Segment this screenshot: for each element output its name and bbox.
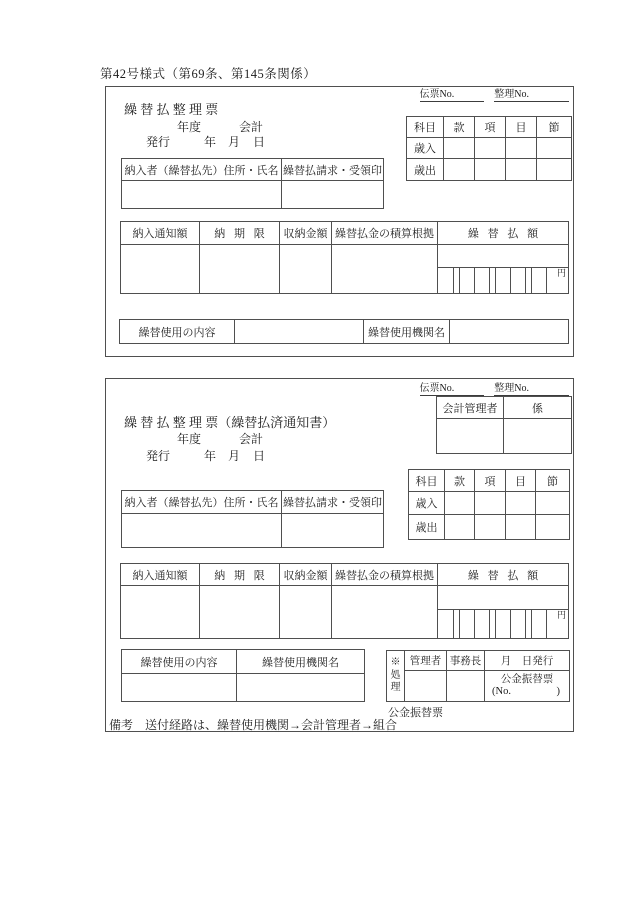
- digit-cell: [438, 610, 453, 638]
- digit-cell: [531, 268, 546, 293]
- empty-cell: [282, 514, 384, 548]
- empty-cell: [475, 515, 506, 540]
- detail-table: [120, 221, 569, 294]
- due-date-header: 納 期 限: [200, 222, 280, 245]
- kamoku-header-row: [407, 117, 572, 138]
- kamoku-header: 節: [537, 117, 572, 138]
- notice-amount-header: 納入通知額: [121, 564, 200, 586]
- fiscal-year-label: 年度: [177, 432, 202, 446]
- detail-header-row: [121, 222, 569, 245]
- payee-table: [121, 158, 384, 209]
- use-agency-label: 繰替使用機関名: [237, 650, 365, 674]
- transfer-slip-line2: [485, 686, 569, 700]
- digit-cell: [531, 610, 546, 638]
- yen-label: 円: [546, 268, 568, 293]
- empty-cell: [444, 138, 475, 159]
- substitute-amount-header: 繰 替 払 額: [438, 564, 569, 586]
- kamoku-header-row: [409, 470, 570, 492]
- digit-grid: [438, 267, 568, 293]
- account-label: 会計: [239, 432, 264, 446]
- amount-blank-area: [438, 245, 568, 267]
- empty-cell: [475, 138, 506, 159]
- payee-name-header: 納入者（繰替払先）住所・氏名: [122, 159, 282, 181]
- detail-body-row: [121, 245, 569, 294]
- empty-cell: [537, 159, 572, 181]
- digit-cell: [474, 268, 489, 293]
- kamoku-header: 款: [444, 117, 475, 138]
- transfer-slip-no-close: ): [556, 686, 560, 698]
- use-agency-label: 繰替使用機関名: [364, 320, 450, 344]
- due-date-header: 納 期 限: [200, 564, 280, 586]
- kamoku-header: 款: [445, 470, 475, 492]
- transfer-slip-no-open: (No.: [492, 686, 511, 698]
- payee-seal-header: 繰替払請求・受領印: [282, 159, 384, 181]
- kamoku-expense-row: [407, 159, 572, 181]
- basis-header: 繰替払金の積算根拠: [332, 564, 438, 586]
- empty-cell: [447, 671, 485, 702]
- ref-no-label: 整理No.: [494, 89, 569, 102]
- empty-cell: [200, 245, 280, 294]
- form-title-main: 繰 替 払 整 理 票: [124, 415, 219, 430]
- month-label: 月: [228, 135, 241, 149]
- form-1: [105, 86, 574, 357]
- payee-header-row: [122, 491, 384, 514]
- kamoku-expense-row: [409, 515, 570, 540]
- fiscal-year-line: [177, 430, 263, 447]
- empty-cell: [437, 419, 504, 454]
- empty-cell: [506, 492, 536, 515]
- payee-header-row: [122, 159, 384, 181]
- empty-cell: [122, 181, 282, 209]
- approval-table: [436, 396, 572, 454]
- form-title-sub: （繰替払済通知書）: [218, 415, 336, 430]
- empty-cell: [536, 515, 570, 540]
- detail-body-row: [121, 586, 569, 639]
- empty-cell: [332, 245, 438, 294]
- account-label: 会計: [239, 120, 264, 134]
- day-label: 日: [253, 135, 266, 149]
- kamoku-header: 項: [475, 117, 506, 138]
- transfer-slip-cell: [485, 671, 570, 702]
- digit-cell: [438, 268, 453, 293]
- row-label: 歳入: [409, 492, 445, 515]
- process-side-label-cell: [387, 651, 405, 702]
- use-content-label: 繰替使用の内容: [122, 650, 237, 674]
- digit-grid: [438, 609, 568, 638]
- empty-cell: [280, 586, 332, 639]
- empty-cell: [475, 492, 506, 515]
- received-amount-header: 収納金額: [280, 222, 332, 245]
- empty-cell: [122, 514, 282, 548]
- kamoku-header: 科目: [407, 117, 444, 138]
- empty-cell: [200, 586, 280, 639]
- day-label: 日: [253, 449, 266, 463]
- slip-number-row: [420, 89, 569, 102]
- page-heading: 第42号様式（第69条、第145条関係）: [100, 67, 317, 81]
- payee-name-header: 納入者（繰替払先）住所・氏名: [122, 491, 282, 514]
- empty-cell: [445, 492, 475, 515]
- approval-header-row: [437, 397, 572, 419]
- empty-cell: [537, 138, 572, 159]
- accounting-manager-header: 会計管理者: [437, 397, 504, 419]
- slip-no-label: 伝票No.: [420, 89, 485, 102]
- issue-label: 発行: [146, 135, 171, 149]
- payee-seal-header: 繰替払請求・受領印: [282, 491, 384, 514]
- slip-number-row: [420, 383, 569, 396]
- issue-date-header: 月 日発行: [485, 651, 570, 671]
- empty-cell: [332, 586, 438, 639]
- empty-cell: [405, 671, 447, 702]
- issue-date-line: [146, 447, 265, 464]
- manager-header: 管理者: [405, 651, 447, 671]
- process-table: [386, 650, 570, 702]
- digit-cell: [474, 610, 489, 638]
- process-body-row: [387, 671, 570, 702]
- form-title: [124, 412, 335, 431]
- month-label: 月: [228, 449, 241, 463]
- substitute-amount-header: 繰 替 払 額: [438, 222, 569, 245]
- transfer-slip-line1: 公金振替票: [500, 674, 554, 686]
- year-label: 年: [204, 135, 217, 149]
- empty-cell: [536, 492, 570, 515]
- empty-cell: [506, 515, 536, 540]
- amount-blank-area: [438, 586, 568, 609]
- clerk-header: 係: [504, 397, 572, 419]
- ref-no-label: 整理No.: [494, 383, 569, 396]
- digit-cell: [459, 610, 474, 638]
- empty-cell: [122, 674, 237, 702]
- digit-cell: [459, 268, 474, 293]
- payee-body-row: [122, 181, 384, 209]
- empty-cell: [237, 674, 365, 702]
- office-chief-header: 事務長: [447, 651, 485, 671]
- process-side-label: ※処理: [390, 657, 401, 694]
- empty-cell: [445, 515, 475, 540]
- process-header-row: [387, 651, 570, 671]
- year-label: 年: [204, 449, 217, 463]
- detail-header-row: [121, 564, 569, 586]
- kamoku-header: 目: [506, 470, 536, 492]
- use-row: [120, 320, 569, 344]
- approval-body-row: [437, 419, 572, 454]
- form-title: 繰 替 払 整 理 票: [124, 102, 219, 117]
- use-table: [119, 319, 569, 344]
- use-content-label: 繰替使用の内容: [120, 320, 235, 344]
- kamoku-revenue-row: [409, 492, 570, 515]
- payee-table: [121, 490, 384, 548]
- slip-no-label: 伝票No.: [420, 383, 485, 396]
- row-label: 歳入: [407, 138, 444, 159]
- issue-date-line: [146, 133, 265, 150]
- empty-cell: [280, 245, 332, 294]
- amount-entry-cell: [438, 245, 569, 294]
- empty-cell: [504, 419, 572, 454]
- form-2: [105, 378, 574, 732]
- kamoku-header: 科目: [409, 470, 445, 492]
- detail-table: [120, 563, 569, 639]
- kamoku-header: 目: [506, 117, 537, 138]
- digit-cell: [495, 610, 510, 638]
- row-label: 歳出: [409, 515, 445, 540]
- fiscal-year-label: 年度: [177, 120, 202, 134]
- empty-cell: [121, 586, 200, 639]
- empty-cell: [235, 320, 364, 344]
- kamoku-header: 節: [536, 470, 570, 492]
- empty-cell: [121, 245, 200, 294]
- use-table: [121, 649, 365, 702]
- yen-label: 円: [546, 610, 568, 638]
- row-label: 歳出: [407, 159, 444, 181]
- kamoku-table: [406, 116, 572, 181]
- basis-header: 繰替払金の積算根拠: [332, 222, 438, 245]
- amount-entry-cell: [438, 586, 569, 639]
- kamoku-table: [408, 469, 570, 540]
- empty-cell: [450, 320, 569, 344]
- notice-amount-header: 納入通知額: [121, 222, 200, 245]
- digit-cell: [510, 610, 525, 638]
- kamoku-header: 項: [475, 470, 506, 492]
- transfer-slip-caption: 公金振替票: [388, 707, 443, 719]
- use-header-row: [122, 650, 365, 674]
- empty-cell: [475, 159, 506, 181]
- empty-cell: [282, 181, 384, 209]
- digit-cell: [495, 268, 510, 293]
- empty-cell: [506, 138, 537, 159]
- kamoku-revenue-row: [407, 138, 572, 159]
- empty-cell: [506, 159, 537, 181]
- received-amount-header: 収納金額: [280, 564, 332, 586]
- note-line: 備考 送付経路は、繰替使用機関→会計管理者→組合: [109, 718, 398, 732]
- payee-body-row: [122, 514, 384, 548]
- digit-cell: [510, 268, 525, 293]
- issue-label: 発行: [146, 449, 171, 463]
- empty-cell: [444, 159, 475, 181]
- use-body-row: [122, 674, 365, 702]
